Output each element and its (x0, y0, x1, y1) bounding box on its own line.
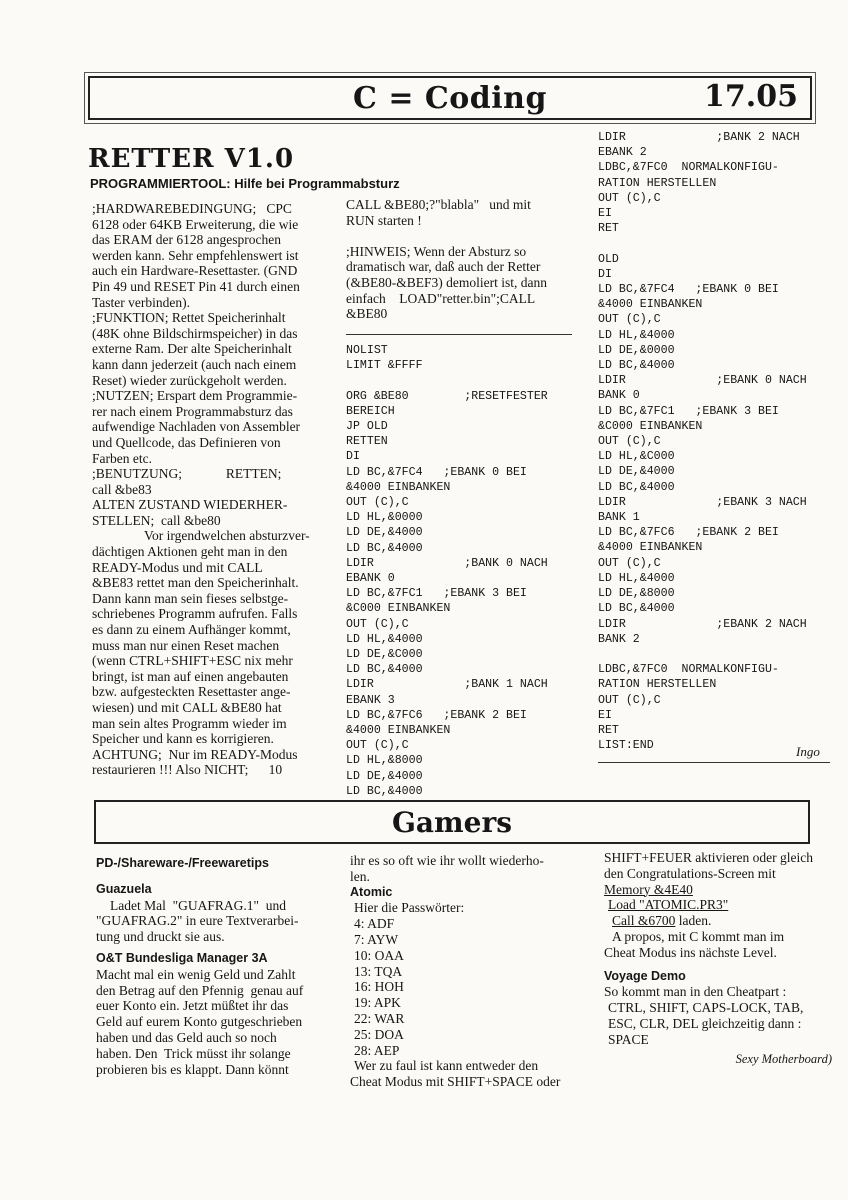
text-line: tung und druckt sie aus. (96, 929, 225, 945)
text-line: OUT (C),C (598, 556, 661, 570)
gamers-signature: Sexy Motherboard) (735, 1051, 832, 1066)
text-line: (&BE80-&BEF3) demoliert ist, dann (346, 274, 547, 290)
text-line: dramatisch war, daß auch der Retter (346, 259, 541, 275)
text-line: RATION HERSTELLEN (598, 176, 717, 190)
text-line: SPACE (608, 1031, 649, 1047)
text-line: ORG &BE80 ;RESETFESTER (346, 389, 548, 403)
text-line: LD BC,&7FC4 ;EBANK 0 BEI (346, 465, 527, 479)
text-line: man sein altes Programm wieder im (92, 715, 287, 731)
text-line: BEREICH (346, 404, 395, 418)
text-line: ;FUNKTION; Rettet Speicherinhalt (92, 310, 286, 326)
text-line: bringt, ist man auf einen angebauten (92, 668, 289, 684)
text-line: externe Ram. Der alte Speicherinhalt (92, 341, 292, 357)
text-line: LD BC,&7FC1 ;EBANK 3 BEI (346, 587, 527, 601)
text-line: EI (598, 708, 612, 722)
text-line: 6128 oder 64KB Erweiterung, die wie (92, 216, 299, 232)
text-line: 25: DOA (354, 1026, 404, 1042)
text-line: BANK 1 (598, 511, 640, 525)
call-command: Call &6700 (612, 913, 676, 929)
text-line: und Quellcode, das Definieren von (92, 434, 281, 450)
text-line: READY-Modus und mit CALL (92, 559, 263, 575)
text-line: LDIR ;BANK 2 NACH (598, 131, 800, 144)
text-line: &C000 EINBANKEN (598, 419, 703, 433)
text-line: LD BC,&4000 (346, 541, 423, 555)
text-line: BANK 2 (598, 632, 640, 646)
text-line: &BE80 (346, 306, 388, 322)
passwords-label: Hier die Passwörter: (354, 900, 465, 916)
text-line: 16: HOH (354, 979, 404, 995)
text-line: RET (598, 723, 619, 737)
text-line: LD BC,&4000 (346, 784, 423, 798)
text-line (598, 236, 834, 251)
text-line: Vor irgendwelchen absturzver- (144, 528, 310, 544)
text-line: LD BC,&7FC6 ;EBANK 2 BEI (598, 526, 779, 540)
text-line: Dann kann man sein fieses selbstge- (92, 590, 289, 606)
text-line: LD HL,&4000 (346, 632, 423, 646)
text-line: bzw. aufgesteckten Resettaster ange- (92, 684, 291, 700)
article-column-2-code (346, 343, 582, 799)
text-line (598, 647, 834, 662)
text-line: einfach LOAD"retter.bin";CALL (346, 290, 536, 306)
text-line: &BE83 rettet man den Speicherinhalt. (92, 575, 299, 591)
text-line: LD DE,&4000 (346, 769, 423, 783)
text-line: A propos, mit C kommt man im (612, 928, 785, 944)
text-line: Wer zu faul ist kann entweder den (354, 1058, 539, 1074)
text-line: ;BENUTZUNG; RETTEN; (92, 466, 282, 482)
text-line: Ladet Mal "GUAFRAG.1" und (110, 897, 287, 913)
text-line: CALL &BE80;?"blabla" und mit (346, 197, 531, 212)
text-line: OLD (598, 252, 619, 266)
voyage-text (604, 984, 832, 1047)
game-text-guazuela (96, 898, 328, 945)
text-line: 10: OAA (354, 947, 404, 963)
divider (346, 334, 572, 335)
text-line: LD HL,&0000 (346, 511, 423, 525)
section-title: C = Coding (353, 80, 547, 116)
game-title-atomic: Atomic (350, 884, 393, 899)
gamers-header-bar (94, 800, 810, 844)
issue-number: 17.05 (704, 79, 798, 114)
text-line: LD BC,&7FC6 ;EBANK 2 BEI (346, 708, 527, 722)
text-line: ;NUTZEN; Erspart dem Programmie- (92, 388, 298, 404)
text-line: So kommt man in den Cheatpart : (604, 984, 787, 1000)
text-line: &4000 EINBANKEN (598, 298, 703, 312)
text-line: das ERAM der 6128 angesprochen (92, 232, 281, 248)
text-line: Pin 49 und RESET Pin 41 durch einen (92, 278, 300, 294)
text-line: LD BC,&4000 (598, 602, 675, 616)
article-column-1 (92, 201, 323, 778)
text-line: 13: TQA (354, 963, 403, 979)
text-line: rer nach einem Programmabsturz das (92, 403, 293, 419)
text-line: LDIR ;BANK 1 NACH (346, 678, 548, 692)
text-line: LD HL,&C000 (598, 450, 675, 464)
text-line: Macht mal ein wenig Geld und Zahlt (96, 966, 296, 982)
text-line: restaurieren !!! Also NICHT; 10 (92, 762, 283, 778)
text-line: EI (598, 207, 612, 221)
text-line: werden kann. Sehr empfehlenswert ist (92, 247, 299, 263)
text-line: ;HARDWAREBEDINGUNG; CPC (92, 201, 292, 216)
text-line: LD DE,&4000 (598, 465, 675, 479)
text-line: LD HL,&8000 (346, 754, 423, 768)
text-line: LD DE,&0000 (598, 343, 675, 357)
text-line: LDIR ;EBANK 3 NACH (598, 495, 807, 509)
text-line: DI (598, 267, 612, 281)
text-line: EBANK 2 (598, 146, 647, 160)
text-line: haben. Den Trick müsst ihr solange (96, 1045, 291, 1061)
text-line: probieren bis es klappt. Dann könnt (96, 1061, 289, 1077)
text-line: SHIFT+FEUER aktivieren oder gleich (604, 850, 813, 865)
text-line: OUT (C),C (598, 191, 661, 205)
text-line: 22: WAR (354, 1010, 405, 1026)
text-line: LDIR ;BANK 0 NACH (346, 556, 548, 570)
text-line: ESC, CLR, DEL gleichzeitig dann : (608, 1015, 802, 1031)
text-line: LD BC,&7FC1 ;EBANK 3 BEI (598, 404, 779, 418)
text-line: Cheat Modus ins nächste Level. (604, 944, 777, 960)
article-title: RETTER V1.0 (88, 144, 295, 174)
text-line: LD BC,&4000 (598, 359, 675, 373)
text-line: RET (598, 222, 619, 236)
text-line: Geld auf eurem Konto gutgeschrieben (96, 1014, 303, 1030)
text-line: DI (346, 450, 360, 464)
text-line: &C000 EINBANKEN (346, 602, 451, 616)
text-line: LDIR ;EBANK 2 NACH (598, 617, 807, 631)
text-line: CTRL, SHIFT, CAPS-LOCK, TAB, (608, 1000, 804, 1016)
text-line: ALTEN ZUSTAND WIEDERHER- (92, 497, 288, 513)
text-line (346, 228, 574, 244)
text-line: 4: ADF (354, 916, 395, 932)
gamers-column-1 (96, 856, 328, 1077)
text-line: STELLEN; call &be80 (92, 512, 221, 528)
gamers-column-2 (350, 853, 582, 1090)
text-line: LD DE,&4000 (346, 526, 423, 540)
text-line: den Congratulations-Screen mit (604, 865, 776, 881)
text-line: LD HL,&4000 (598, 328, 675, 342)
text-line: OUT (C),C (346, 617, 409, 631)
text-line: RUN starten ! (346, 212, 422, 228)
gamers-column-3 (604, 850, 832, 1067)
text-line: ihr es so oft wie ihr wollt wiederho- (350, 853, 544, 868)
text-line: LD BC,&4000 (598, 480, 675, 494)
text-line: "GUAFRAG.2" in eure Textverarbei- (96, 913, 299, 929)
text-line: NOLIST (346, 344, 388, 357)
text-line: euer Konto ein. Jetzt müßtet ihr das (96, 998, 289, 1014)
author-signature: Ingo (796, 744, 820, 759)
text-line: OUT (C),C (598, 435, 661, 449)
text-line: EBANK 3 (346, 693, 395, 707)
text-line: aufwendige Nachladen von Assembler (92, 419, 301, 435)
text-line: LDBC,&7FC0 NORMALKONFIGU- (598, 161, 779, 175)
text-line: EBANK 0 (346, 572, 395, 586)
game-title-voyage: Voyage Demo (604, 968, 686, 983)
text-line: Cheat Modus mit SHIFT+SPACE oder (350, 1074, 561, 1090)
password-list (350, 916, 582, 1058)
call-line (604, 913, 832, 929)
text-line: wiesen) und mit CALL &BE80 hat (92, 700, 282, 715)
text-line (346, 373, 582, 388)
text-line: BANK 0 (598, 389, 640, 403)
game-text-bundesliga (96, 967, 328, 1078)
text-line: 7: AYW (354, 931, 399, 947)
text-line: LDBC,&7FC0 NORMALKONFIGU- (598, 663, 779, 677)
text-line: ;HINWEIS; Wenn der Absturz so (346, 243, 527, 259)
atomic-outro (350, 1058, 582, 1090)
text-line: kann dann jederzeit (auch nach einem (92, 356, 297, 372)
text-line: OUT (C),C (346, 739, 409, 753)
article-column-2-text (346, 197, 574, 322)
text-line: Farben etc. (92, 450, 152, 466)
gamers-heading: PD-/Shareware-/Freewaretips (96, 856, 269, 870)
load-command: Load "ATOMIC.PR3" (608, 897, 729, 913)
text-line: 19: APK (354, 995, 401, 1011)
text-line: OUT (C),C (346, 496, 409, 510)
text-line: LD HL,&4000 (598, 571, 675, 585)
text-line: ACHTUNG; Nur im READY-Modus (92, 746, 298, 762)
text-line: call &be83 (92, 481, 152, 497)
text-line: (48K ohne Bildschirmspeicher) in das (92, 325, 298, 341)
call-suffix: laden. (675, 913, 712, 929)
text-line: LIMIT &FFFF (346, 359, 423, 373)
text-line: len. (350, 868, 370, 884)
text-line: LD DE,&C000 (346, 648, 423, 662)
gamers-title: Gamers (391, 805, 512, 839)
game-title-bundesliga: O&T Bundesliga Manager 3A (96, 950, 268, 965)
text-line: schriebenes Programm aufrufen. Falls (92, 606, 298, 622)
propos-text (604, 929, 832, 961)
text-line: 28: AEP (354, 1042, 400, 1058)
text-line: Reset) wieder zurückgeholt werden. (92, 372, 287, 388)
text-line: JP OLD (346, 420, 388, 434)
text-line: &4000 EINBANKEN (598, 541, 703, 555)
text-line: es dann zu einem Aufhänger kommt, (92, 622, 291, 638)
text-line: &4000 EINBANKEN (346, 724, 451, 738)
text-line: LDIR ;EBANK 0 NACH (598, 374, 807, 388)
text-line: &4000 EINBANKEN (346, 480, 451, 494)
memory-command: Memory &4E40 (604, 881, 693, 897)
text-line: LD DE,&8000 (598, 587, 675, 601)
text-line: Speicher und kann es korrigieren. (92, 731, 274, 747)
text-line: LD BC,&4000 (346, 663, 423, 677)
text-line: auch ein Hardware-Resettaster. (GND (92, 263, 298, 279)
text-line: RATION HERSTELLEN (598, 678, 717, 692)
text-line: dächtigen Aktionen geht man in den (92, 544, 288, 560)
article-column-3-code (598, 130, 834, 753)
text-line: LIST:END (598, 739, 654, 753)
text-line: haben und das Geld auch so noch (96, 1029, 277, 1045)
text-line: Taster verbinden). (92, 294, 191, 310)
text-line: muss man nur einen Reset machen (92, 637, 280, 653)
text-line: OUT (C),C (598, 693, 661, 707)
text-line: RETTEN (346, 435, 388, 449)
game-title-guazuela: Guazuela (96, 881, 152, 896)
text-line: (wenn CTRL+SHIFT+ESC nix mehr (92, 653, 293, 669)
section-header-bar (88, 76, 812, 120)
text-line: OUT (C),C (598, 313, 661, 327)
text-line: LD BC,&7FC4 ;EBANK 0 BEI (598, 283, 779, 297)
article-subtitle: PROGRAMMIERTOOL: Hilfe bei Programmabsturz (90, 176, 400, 191)
divider (598, 762, 830, 763)
text-line: den Betrag auf den Pfennig genau auf (96, 982, 304, 998)
